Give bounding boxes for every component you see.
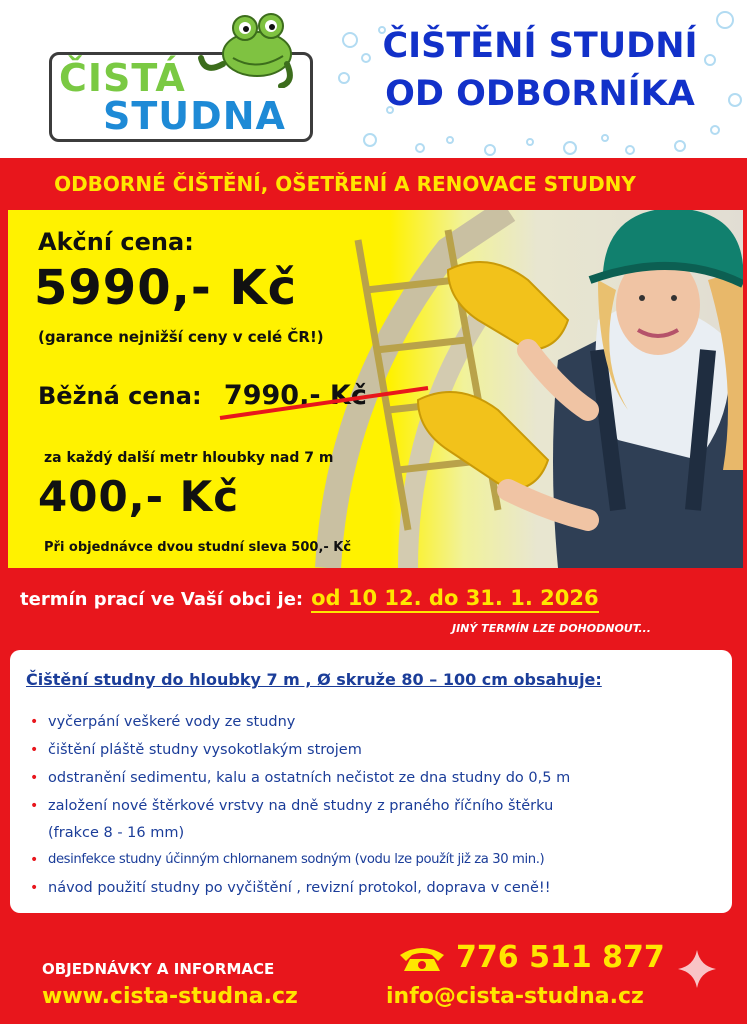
service-list [30, 708, 730, 902]
header [0, 0, 747, 160]
frog-icon [195, 8, 305, 88]
logo-text-studna: STUDNA [103, 94, 286, 138]
extra-meter-note: za každý další metr hloubky nad 7 m [44, 450, 334, 466]
bullet-icon: • [30, 852, 38, 868]
list-item [30, 874, 730, 902]
telephone-icon [398, 945, 446, 973]
phone-row [398, 940, 665, 975]
list-item-text: vyčerpání veškeré vody ze studny [48, 714, 296, 730]
bullet-icon: • [30, 714, 39, 730]
list-item [30, 792, 730, 846]
logo [45, 8, 315, 140]
bullet-icon: • [30, 880, 39, 896]
action-price-label: Akční cena: [38, 228, 194, 256]
regular-price-old [224, 380, 367, 411]
service-title: Čištění studny do hloubky 7 m , Ø skruže 80 – 100 cm obsahuje: [26, 670, 602, 689]
list-item [30, 764, 730, 792]
regular-price-value: 7990,- Kč [223, 380, 367, 411]
bullet-icon: • [30, 742, 39, 758]
list-item-text: odstranění sedimentu, kalu a ostatních nečistot ze dna studny do 0,5 m [48, 770, 571, 786]
regular-price-label: Běžná cena: [38, 382, 202, 410]
logo-text-cista: ČISTÁ [59, 56, 186, 100]
email-link[interactable]: info@cista-studna.cz [386, 984, 644, 1009]
subtitle: ODBORNÉ ČIŠTĚNÍ, OŠETŘENÍ A RENOVACE STUDNY [54, 172, 636, 196]
strikethrough-line [218, 382, 438, 422]
price-guarantee-note: (garance nejnižší ceny v celé ČR!) [38, 328, 324, 346]
orders-info-label: OBJEDNÁVKY A INFORMACE [42, 960, 275, 978]
list-item [30, 846, 730, 874]
action-price-value: 5990,- Kč [34, 260, 298, 316]
headline-line-1: ČIŠTĚNÍ STUDNÍ [382, 26, 698, 66]
list-item-subtext: (frakce 8 - 16 mm) [48, 825, 185, 841]
term-label: termín prací ve Vaší obci je: [20, 589, 304, 610]
list-item [30, 736, 730, 764]
website-link[interactable]: www.cista-studna.cz [42, 984, 298, 1009]
list-item [30, 708, 730, 736]
list-item-text: desinfekce studny účinným chlornanem sodným (vodu lze použít již za 30 min.) [48, 852, 545, 867]
regular-price-row [38, 380, 367, 411]
service-box [10, 650, 732, 913]
bullet-icon: • [30, 770, 39, 786]
term-dates: od 10 12. do 31. 1. 2026 [311, 586, 598, 613]
price-panel [8, 210, 743, 568]
list-item-text: čištění pláště studny vysokotlakým strojem [48, 742, 362, 758]
headline-line-2: OD ODBORNÍKA [385, 74, 695, 114]
phone-number[interactable]: 776 511 877 [456, 940, 665, 975]
headline [340, 22, 740, 118]
term-row [20, 586, 599, 610]
sparkle-icon [676, 948, 718, 990]
extra-meter-price: 400,- Kč [38, 472, 240, 521]
list-item-text: návod použití studny po vyčištění , revizní protokol, doprava v ceně!! [48, 880, 551, 896]
list-item-text: založení nové štěrkové vrstvy na dně studny z praného říčního štěrku [48, 798, 554, 814]
two-wells-discount: Při objednávce dvou studní sleva 500,- Kč [44, 540, 352, 555]
alternative-term-note: JINÝ TERMÍN LZE DOHODNOUT... [452, 622, 651, 635]
bullet-icon: • [30, 798, 39, 814]
